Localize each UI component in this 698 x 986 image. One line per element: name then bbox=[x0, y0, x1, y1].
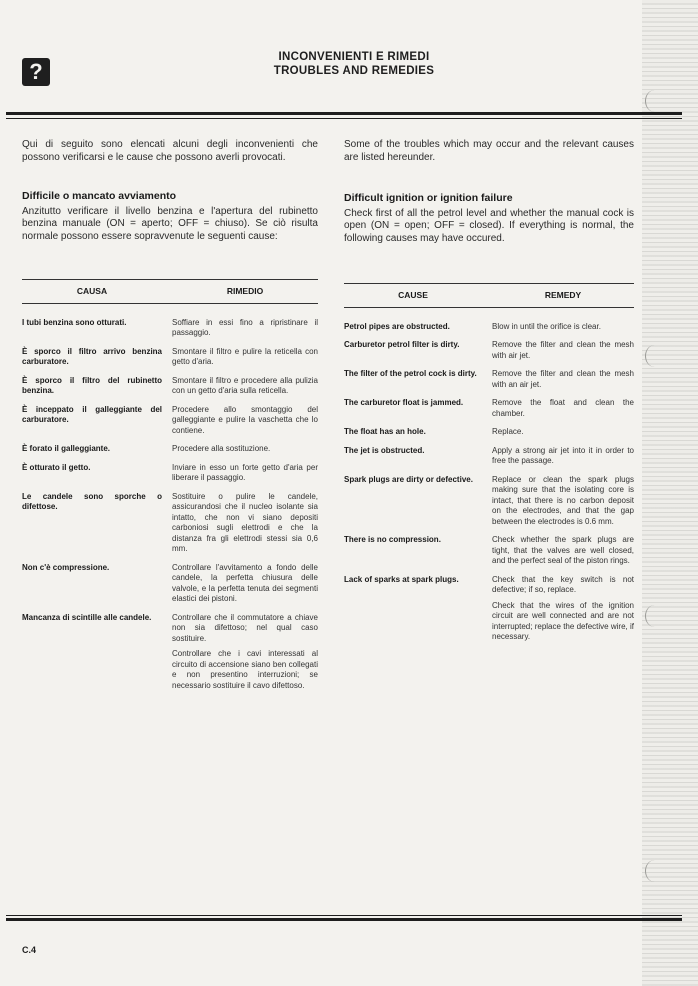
column-header-remedy: REMEDY bbox=[544, 290, 582, 300]
page-title-english: TROUBLES AND REMEDIES bbox=[273, 65, 435, 77]
remedy-cell bbox=[172, 492, 318, 555]
table-row bbox=[344, 322, 634, 333]
table-row bbox=[22, 463, 318, 484]
remedy-text: Procedere alla sostituzione. bbox=[172, 444, 271, 453]
page-edge-shadow bbox=[642, 0, 698, 986]
cause-cell: The jet is obstructed. bbox=[344, 445, 425, 455]
question-mark-icon: ? bbox=[22, 58, 50, 86]
remedy-cell bbox=[172, 376, 318, 397]
remedy-text: Inviare in esso un forte getto d'aria per liberare il passaggio. bbox=[172, 462, 318, 482]
table-row bbox=[22, 318, 318, 339]
table-row bbox=[344, 427, 634, 438]
remedy-cell bbox=[492, 535, 634, 567]
cause-cell: È otturato il getto. bbox=[22, 462, 91, 472]
column-header-cause: CAUSA bbox=[76, 286, 108, 296]
table-row bbox=[22, 444, 318, 455]
cause-cell: È forato il galleggiante. bbox=[22, 444, 111, 453]
remedy-cell bbox=[172, 463, 318, 484]
remedy-text: Smontare il filtro e procedere alla pulizia con un getto d'aria sulla reticella. bbox=[172, 375, 318, 395]
page-number: C.4 bbox=[22, 945, 37, 955]
table-row bbox=[22, 347, 318, 368]
table-body bbox=[22, 318, 318, 692]
intro-english: Some of the troubles which may occur and the relevant causes are listed hereunder. bbox=[344, 139, 634, 163]
section-title-italian: Difficile o mancato avviamento bbox=[22, 190, 177, 202]
remedy-text: Controllare l'avvitamento a fondo delle candele, la perfetta chiusura delle valvole, e la perfetta tenuta dei segmenti elastici dei pistoni. bbox=[172, 562, 318, 603]
remedy-text: Controllare che il commutatore a chiave non sia difettoso; nel qual caso sostituire. bbox=[172, 612, 318, 643]
remedy-text: Procedere allo smontaggio del galleggiante e pulire la vaschetta che lo contiene. bbox=[172, 404, 318, 435]
cause-cell: Lack of sparks at spark plugs. bbox=[344, 574, 459, 584]
table-row bbox=[344, 475, 634, 528]
troubles-table-italian bbox=[22, 279, 318, 699]
table-row bbox=[344, 398, 634, 419]
section-text-english: Check first of all the petrol level and whether the manual cock is open (ON = open; OFF = closed). If everything is normal, the following causes may have occured. bbox=[344, 207, 634, 244]
cause-cell: È sporco il filtro arrivo benzina carburatore. bbox=[22, 346, 162, 366]
remedy-text: Remove the filter and clean the mesh with an air jet. bbox=[492, 369, 634, 389]
remedy-text: Check that the key switch is not defective; if so, replace. bbox=[492, 574, 634, 594]
cause-cell: Carburetor petrol filter is dirty. bbox=[344, 340, 460, 349]
remedy-cell bbox=[492, 398, 634, 419]
remedy-cell bbox=[492, 427, 634, 438]
remedy-cell bbox=[172, 563, 318, 605]
remedy-cell bbox=[492, 322, 634, 333]
bottom-rule-thin bbox=[6, 915, 682, 916]
remedy-text: Sostituire o pulire le candele, assicurandosi che il nucleo isolante sia intatto, che non vi siano depositi carboniosi sugli elettrodi e che la distanza fra gli elettrodi stessi sia 0,6 mm. bbox=[172, 491, 318, 553]
remedy-text: Check that the wires of the ignition circuit are well connected and are not interrupted; replace the defective wire, if necessary. bbox=[492, 600, 634, 641]
binding-hole-mark bbox=[645, 605, 664, 627]
remedy-cell bbox=[492, 475, 634, 528]
cause-cell: Spark plugs are dirty or defective. bbox=[344, 474, 473, 484]
column-header-cause: CAUSE bbox=[398, 290, 428, 300]
troubles-table-english bbox=[344, 283, 634, 651]
table-row bbox=[344, 446, 634, 467]
section-text-italian: Anzitutto verificare il livello benzina e l'apertura del rubinetto benzina manuale (ON = aperto; OFF = chiuso). Se ciò risulta normale possono essere sopravvenute le seguenti cause: bbox=[22, 205, 318, 242]
remedy-cell bbox=[172, 347, 318, 368]
remedy-cell bbox=[172, 405, 318, 437]
table-row bbox=[22, 613, 318, 692]
remedy-cell bbox=[492, 369, 634, 390]
table-row bbox=[22, 492, 318, 555]
table-row bbox=[344, 369, 634, 390]
intro-italian: Qui di seguito sono elencati alcuni degli inconvenienti che possono verificarsi e le cause che possono averli provocati. bbox=[22, 139, 318, 163]
section-title-english: Difficult ignition or ignition failure bbox=[344, 192, 513, 204]
page-title-italian: INCONVENIENTI E RIMEDI bbox=[278, 51, 430, 63]
table-row bbox=[344, 535, 634, 567]
cause-cell: Le candele sono sporche o difettose. bbox=[22, 491, 162, 511]
remedy-text: Remove the float and clean the chamber. bbox=[492, 398, 634, 418]
remedy-cell bbox=[492, 575, 634, 643]
table-row bbox=[22, 376, 318, 397]
remedy-text: Replace or clean the spark plugs making sure that the isolating core is intact, that there is no carbon deposit on the electrodes, and that the gap between the electrodes is 0.6 mm. bbox=[492, 474, 634, 526]
table-header bbox=[344, 283, 634, 308]
section-italian bbox=[22, 190, 318, 243]
table-row bbox=[22, 405, 318, 437]
column-header-remedy: RIMEDIO bbox=[226, 286, 264, 296]
cause-cell: Non c'è compressione. bbox=[22, 562, 110, 572]
cause-cell: The filter of the petrol cock is dirty. bbox=[344, 369, 477, 378]
top-rule-thick bbox=[6, 112, 682, 115]
top-rule-thin bbox=[6, 118, 682, 119]
remedy-cell bbox=[492, 340, 634, 361]
cause-cell: Petrol pipes are obstructed. bbox=[344, 321, 450, 331]
remedy-text: Replace. bbox=[492, 427, 524, 436]
remedy-text: Blow in until the orifice is clear. bbox=[492, 321, 601, 331]
remedy-text: Apply a strong air jet into it in order to free the passage. bbox=[492, 445, 634, 465]
remedy-text: Check whether the spark plugs are tight, that the valves are well closed, and the perfect seal of the piston rings. bbox=[492, 535, 634, 565]
table-row bbox=[344, 575, 634, 643]
remedy-text: Controllare che i cavi interessati al circuito di accensione siano ben collegati e non presentino interruzioni; se necessario sostituire il cavo difettoso. bbox=[172, 649, 318, 690]
remedy-cell bbox=[172, 318, 318, 339]
remedy-cell bbox=[492, 446, 634, 467]
table-row bbox=[344, 340, 634, 361]
bottom-rule-thick bbox=[6, 918, 682, 921]
binding-hole-mark bbox=[645, 345, 664, 367]
table-body bbox=[344, 322, 634, 643]
table-row bbox=[22, 563, 318, 605]
remedy-cell bbox=[172, 444, 318, 455]
remedy-text: Soffiare in essi fino a ripristinare il passaggio. bbox=[172, 317, 318, 337]
cause-cell: I tubi benzina sono otturati. bbox=[22, 317, 127, 327]
cause-cell: There is no compression. bbox=[344, 535, 441, 544]
cause-cell: The carburetor float is jammed. bbox=[344, 398, 464, 407]
section-english bbox=[344, 192, 634, 245]
page-header bbox=[150, 50, 558, 78]
cause-cell: Mancanza di scintille alle candele. bbox=[22, 612, 152, 622]
binding-hole-mark bbox=[645, 860, 664, 882]
remedy-cell bbox=[172, 613, 318, 692]
cause-cell: The float has an hole. bbox=[344, 427, 426, 436]
cause-cell: È sporco il filtro del rubinetto benzina. bbox=[22, 375, 162, 395]
table-header bbox=[22, 279, 318, 304]
cause-cell: È inceppato il galleggiante del carburatore. bbox=[22, 404, 162, 424]
remedy-text: Smontare il filtro e pulire la reticella con getto d'aria. bbox=[172, 346, 318, 366]
binding-hole-mark bbox=[645, 90, 664, 112]
remedy-text: Remove the filter and clean the mesh with air jet. bbox=[492, 340, 634, 360]
